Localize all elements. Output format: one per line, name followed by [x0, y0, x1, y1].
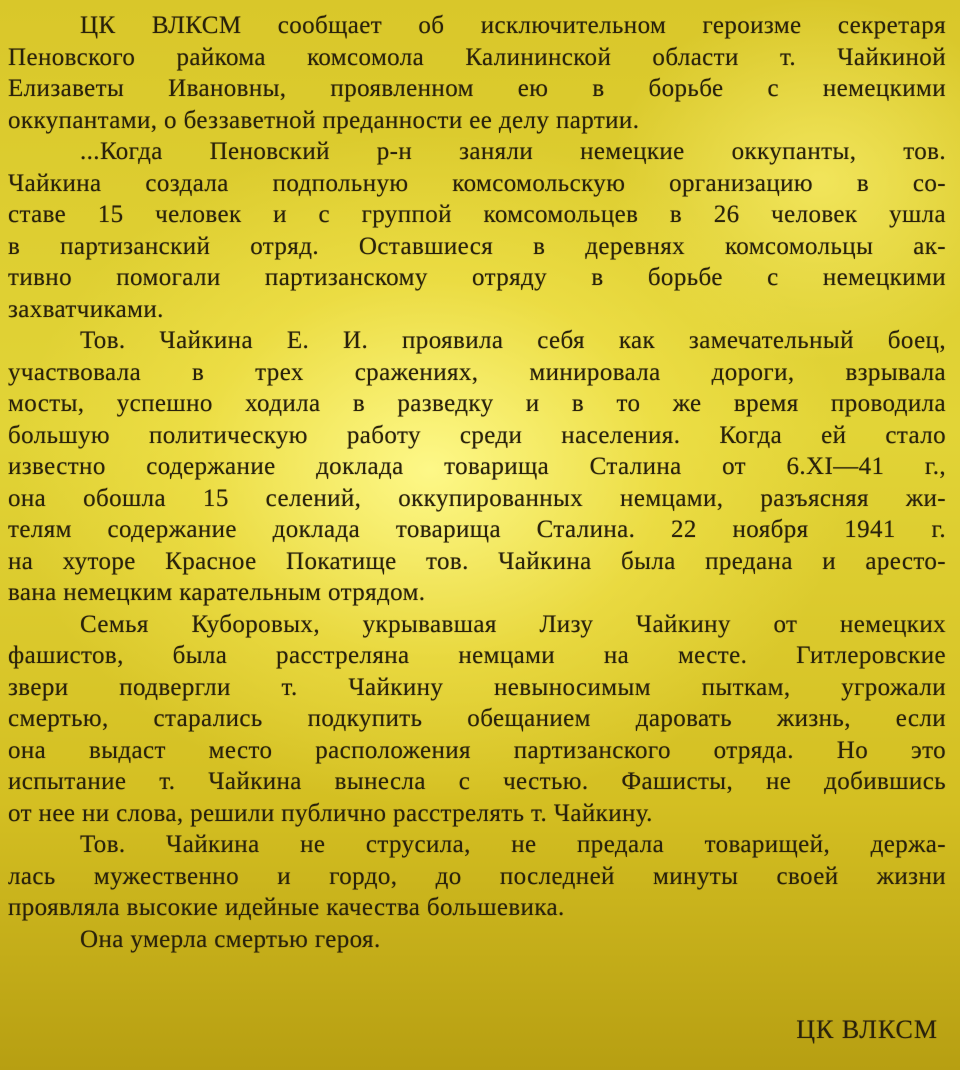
- text-line: телям содержание доклада товарища Сталина. 22 ноября 1941 г.: [8, 516, 946, 543]
- text-line: фашистов, была расстреляна немцами на месте. Гитлеровские: [8, 642, 946, 669]
- text-line: Тов. Чайкина не струсила, не предала товарищей, держа-: [80, 831, 946, 858]
- text-line: на хуторе Красное Покатище тов. Чайкина была предана и аресто-: [8, 547, 946, 575]
- text-line: мосты, успешно ходила в разведку и в то же время проводила: [8, 390, 946, 417]
- text-line: большую политическую работу среди населения. Когда ей стало: [8, 421, 946, 449]
- text-line: ЦК ВЛКСМ сообщает об исключительном героизме секретаря: [80, 12, 946, 39]
- text-line: смертью, старались подкупить обещанием даровать жизнь, если: [8, 705, 946, 732]
- paragraph: [8, 10, 946, 136]
- text-line: испытание т. Чайкина вынесла с честью. Фашисты, не добившись: [8, 768, 946, 795]
- document-body: [8, 10, 946, 955]
- paragraph: [8, 924, 946, 956]
- text-line: Тов. Чайкина Е. И. проявила себя как замечательный боец,: [80, 327, 946, 354]
- text-line: тивно помогали партизанскому отряду в борьбе с немецкими: [8, 264, 946, 291]
- text-line: в партизанский отряд. Оставшиеся в деревнях комсомольцы ак-: [8, 232, 946, 260]
- text-line: захватчиками.: [8, 295, 164, 323]
- text-line: вана немецким карательным отрядом.: [8, 579, 426, 606]
- text-line: оккупантами, о беззаветной преданности ее делу партии.: [8, 106, 640, 134]
- text-line: известно содержание доклада товарища Сталина от 6.XI—41 г.,: [8, 453, 946, 480]
- text-line: звери подвергли т. Чайкину невыносимым пыткам, угрожали: [8, 673, 946, 701]
- text-line: проявляла высокие идейные качества большевика.: [8, 894, 565, 921]
- text-line: Елизаветы Ивановны, проявленном ею в борьбе с немецкими: [8, 75, 946, 102]
- paragraph: [8, 325, 946, 609]
- text-line: ставе 15 человек и с группой комсомольцев в 26 человек ушла: [8, 201, 946, 228]
- text-line: она обошла 15 селений, оккупированных немцами, разъясняя жи-: [8, 484, 946, 512]
- text-line: Пеновского райкома комсомола Калининской области т. Чайкиной: [8, 43, 946, 71]
- text-line: Семья Куборовых, укрывавшая Лизу Чайкину от немецких: [80, 610, 946, 638]
- paragraph: [8, 136, 946, 325]
- paragraph: [8, 829, 946, 924]
- signature: ЦК ВЛКСМ: [796, 1015, 938, 1044]
- text-line: от нее ни слова, решили публично расстрелять т. Чайкину.: [8, 799, 653, 827]
- text-line: Она умерла смертью героя.: [80, 925, 381, 953]
- text-line: лась мужественно и гордо, до последней минуты своей жизни: [8, 862, 946, 890]
- text-line: ...Когда Пеновский р-н заняли немецкие оккупанты, тов.: [80, 138, 946, 165]
- text-line: участвовала в трех сражениях, минировала дороги, взрывала: [8, 358, 946, 386]
- paragraph: [8, 609, 946, 830]
- text-line: Чайкина создала подпольную комсомольскую организацию в со-: [8, 169, 946, 197]
- text-line: она выдаст место расположения партизанского отряда. Но это: [8, 736, 946, 764]
